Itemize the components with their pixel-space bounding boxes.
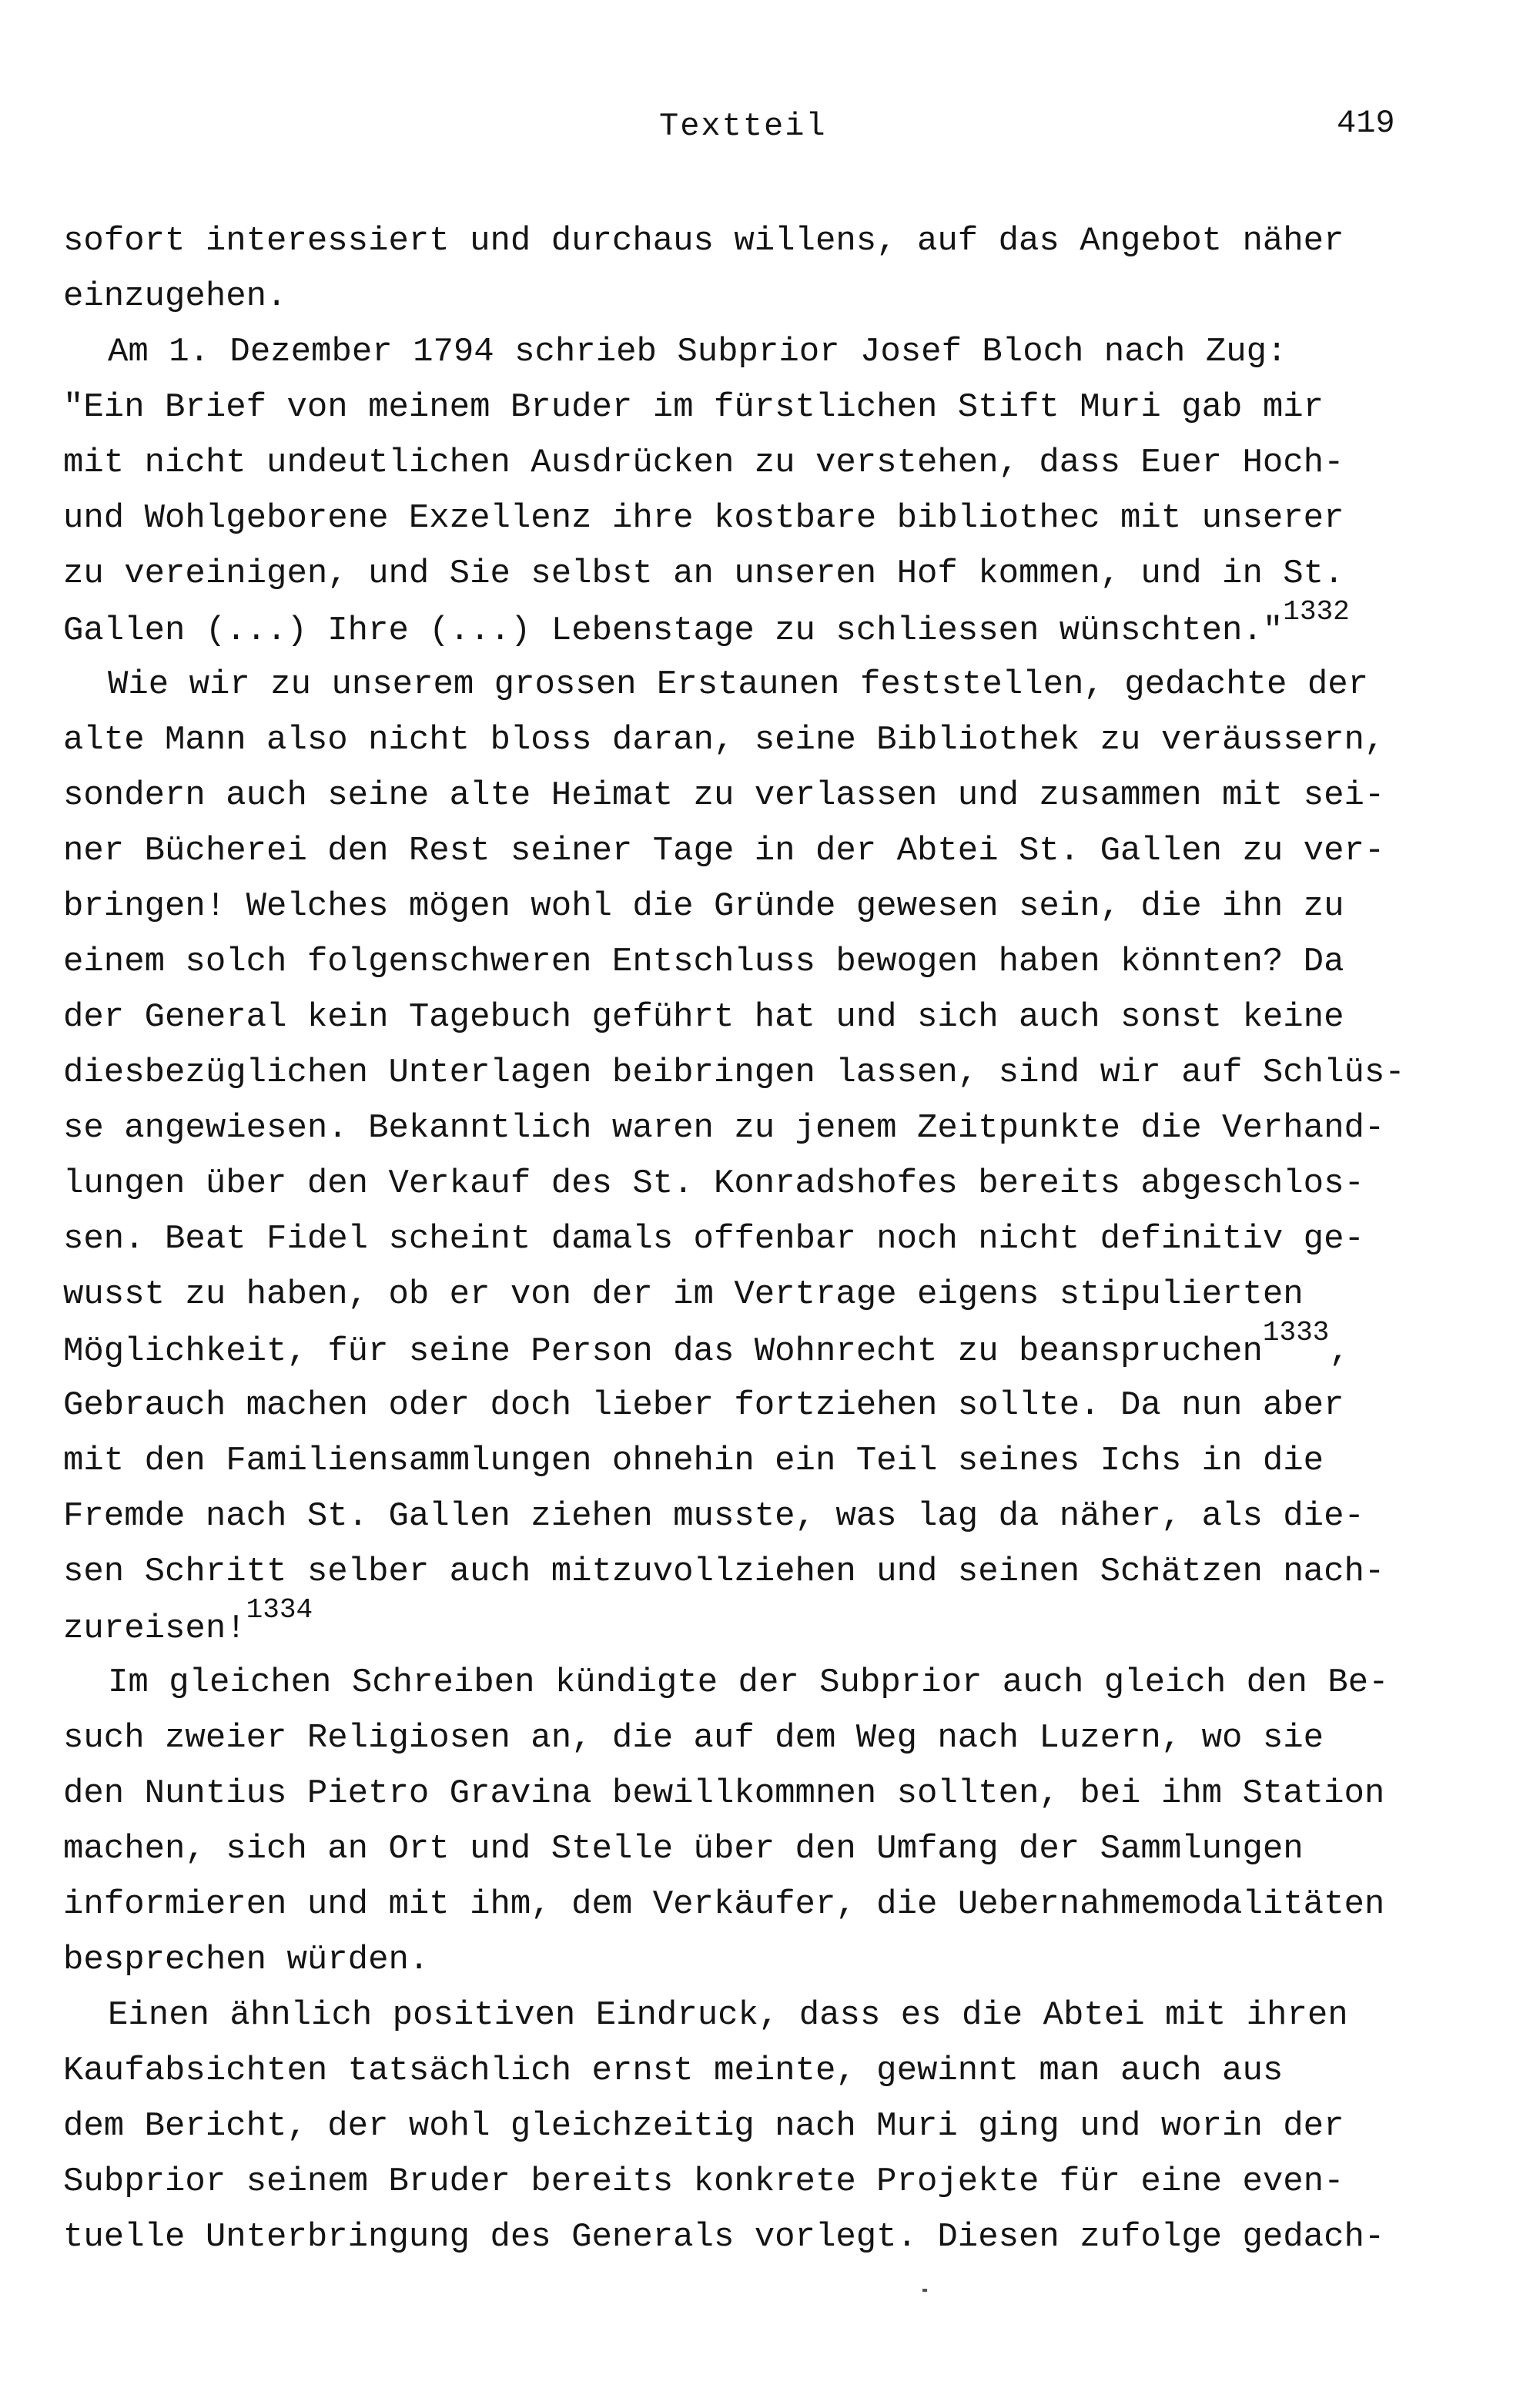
text-line: dem Bericht, der wohl gleichzeitig nach Muri ging und worin der bbox=[63, 2107, 1344, 2145]
text-line: bringen! Welches mögen wohl die Gründe gewesen sein, die ihn zu bbox=[63, 887, 1344, 926]
text-line: der General kein Tagebuch geführt hat und sich auch sonst keine bbox=[63, 998, 1344, 1037]
text-line: lungen über den Verkauf des St. Konradshofes bereits abgeschlos- bbox=[63, 1164, 1364, 1203]
text-line: Einen ähnlich positiven Eindruck, dass es die Abtei mit ihren bbox=[108, 1996, 1348, 2035]
text-line: einem solch folgenschweren Entschluss bewogen haben könnten? Da bbox=[63, 943, 1344, 981]
text-line: Am 1. Dezember 1794 schrieb Subprior Josef Bloch nach Zug: bbox=[108, 333, 1287, 371]
text-line: diesbezüglichen Unterlagen beibringen lassen, sind wir auf Schlüs- bbox=[63, 1053, 1405, 1092]
text-line: machen, sich an Ort und Stelle über den Umfang der Sammlungen bbox=[63, 1830, 1304, 1868]
text-line: sen Schritt selber auch mitzuvollziehen und seinen Schätzen nach- bbox=[63, 1553, 1385, 1591]
text-line: Gallen (...) Ihre (...) Lebenstage zu schliessen wünschten." bbox=[63, 611, 1284, 650]
text-line: zu vereinigen, und Sie selbst an unseren Hof kommen, und in St. bbox=[63, 554, 1344, 593]
scan-speck bbox=[922, 2289, 927, 2292]
running-header: Textteil bbox=[659, 108, 827, 145]
text-line: den Nuntius Pietro Gravina bewillkommnen sollten, bei ihm Station bbox=[63, 1774, 1385, 1813]
text-line: Gebrauch machen oder doch lieber fortziehen sollte. Da nun aber bbox=[63, 1386, 1344, 1425]
page-number: 419 bbox=[1337, 105, 1395, 142]
text-line: Wie wir zu unserem grossen Erstaunen feststellen, gedachte der bbox=[108, 665, 1369, 704]
text-line: Im gleichen Schreiben kündigte der Subprior auch gleich den Be- bbox=[108, 1663, 1389, 1702]
text-line: se angewiesen. Bekanntlich waren zu jenem Zeitpunkte die Verhand- bbox=[63, 1109, 1385, 1147]
text-line: sofort interessiert und durchaus willens, auf das Angebot näher bbox=[63, 222, 1344, 260]
text-line: Kaufabsichten tatsächlich ernst meinte, gewinnt man auch aus bbox=[63, 2052, 1284, 2090]
text-line: Subprior seinem Bruder bereits konkrete Projekte für eine even- bbox=[63, 2162, 1344, 2201]
text-line: such zweier Religiosen an, die auf dem Weg nach Luzern, wo sie bbox=[63, 1719, 1324, 1757]
text-line: zureisen! bbox=[63, 1610, 246, 1648]
text-line: tuelle Unterbringung des Generals vorlegt. Diesen zufolge gedach- bbox=[63, 2218, 1385, 2256]
text-line: Möglichkeit, für seine Person das Wohnrecht zu beanspruchen bbox=[63, 1332, 1263, 1371]
footnote-mark: 1333 bbox=[1262, 1317, 1330, 1348]
text-line: sen. Beat Fidel scheint damals offenbar noch nicht definitiv ge- bbox=[63, 1220, 1364, 1258]
text-line: und Wohlgeborene Exzellenz ihre kostbare bibliothec mit unserer bbox=[63, 499, 1344, 538]
text-line-with-footnote bbox=[63, 596, 1350, 650]
text-line: ner Bücherei den Rest seiner Tage in der Abtei St. Gallen zu ver- bbox=[63, 832, 1385, 870]
footnote-mark: 1332 bbox=[1283, 596, 1350, 628]
text-line: informieren und mit ihm, dem Verkäufer, die Uebernahmemodalitäten bbox=[63, 1885, 1385, 1924]
trailing-comma: , bbox=[1329, 1332, 1350, 1371]
text-line: mit den Familiensammlungen ohnehin ein Teil seines Ichs in die bbox=[63, 1442, 1324, 1480]
text-line: mit nicht undeutlichen Ausdrücken zu verstehen, dass Euer Hoch- bbox=[63, 444, 1344, 482]
text-line: Fremde nach St. Gallen ziehen musste, was lag da näher, als die- bbox=[63, 1497, 1364, 1536]
text-line: besprechen würden. bbox=[63, 1941, 430, 1979]
text-line-with-footnote bbox=[63, 1594, 313, 1648]
text-line: sondern auch seine alte Heimat zu verlassen und zusammen mit sei- bbox=[63, 776, 1385, 815]
text-line: wusst zu haben, ob er von der im Vertrage eigens stipulierten bbox=[63, 1275, 1304, 1314]
text-line: "Ein Brief von meinem Bruder im fürstlichen Stift Muri gab mir bbox=[63, 388, 1324, 427]
footnote-mark: 1334 bbox=[246, 1594, 313, 1626]
text-line-with-footnote bbox=[63, 1317, 1350, 1371]
text-line: alte Mann also nicht bloss daran, seine Bibliothek zu veräussern, bbox=[63, 721, 1385, 759]
text-line: einzugehen. bbox=[63, 277, 287, 316]
